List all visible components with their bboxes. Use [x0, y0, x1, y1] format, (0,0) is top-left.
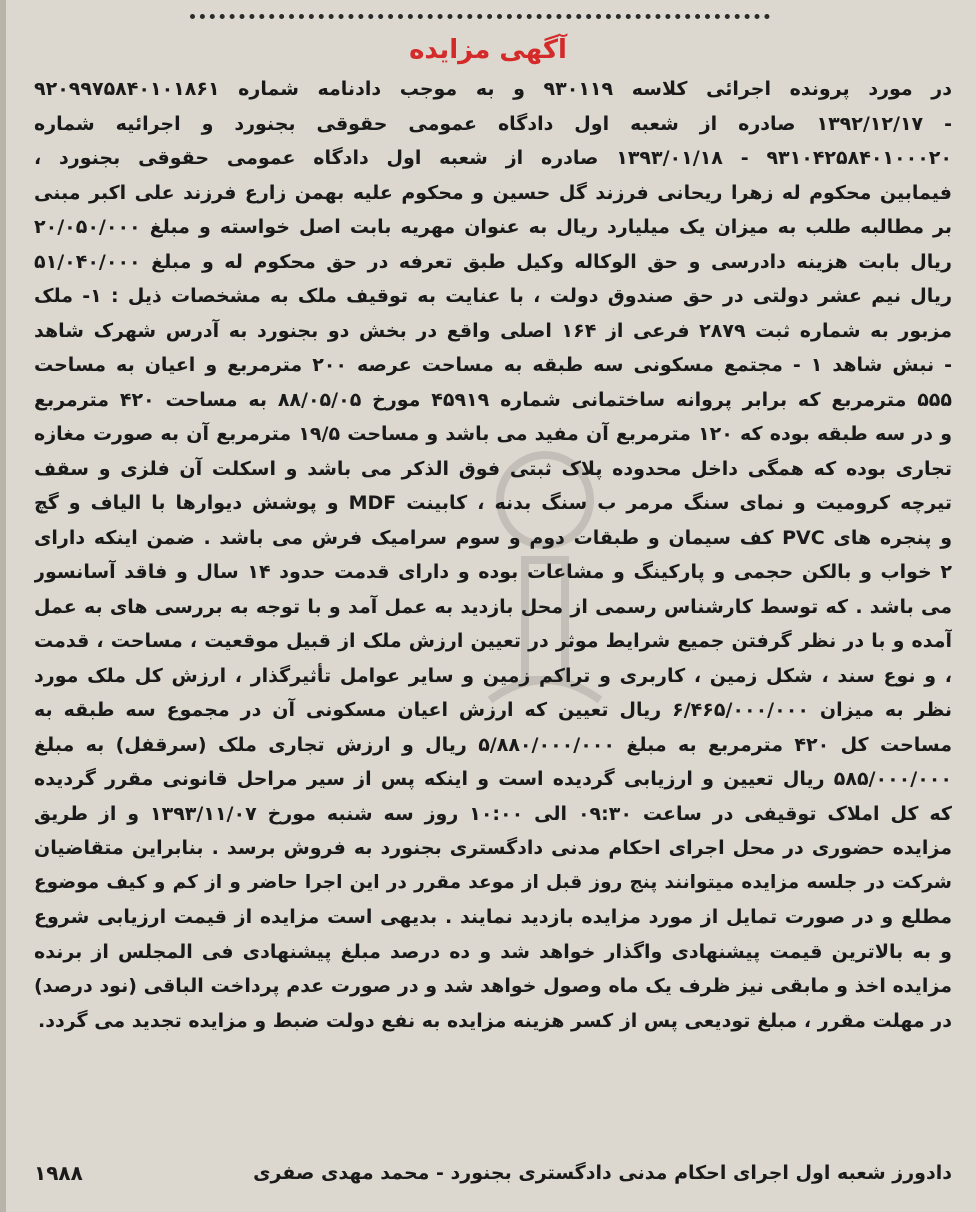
notice-line: ۵۵۵ مترمربع که برابر پروانه ساختمانی شماره ۴۵۹۱۹ مورخ ۸۸/۰۵/۰۵ به مساحت ۴۲۰ مترمربع: [34, 388, 952, 411]
notice-body: [34, 72, 952, 1038]
notice-line: مزایده اخذ و مابقی نیز ظرف یک ماه وصول خواهد شد و در صورت عدم پرداخت الباقی (نود درصد): [34, 975, 952, 997]
notice-line: فیمابین محکوم له زهرا ریحانی فرزند گل حسین و محکوم علیه بهمن زارع فرزند علی اکبر مبنی: [34, 181, 952, 204]
notice-line: و به بالاترین قیمت پیشنهادی واگذار خواهد شد و ده درصد مبلغ پیشنهادی فی المجلس از برنده: [34, 940, 952, 963]
notice-line: می باشد . که توسط کارشناس رسمی از محل بازدید به عمل آمد و با توجه به بررسی های به عمل: [34, 595, 952, 618]
notice-line: - نبش شاهد ۱ - مجتمع مسکونی سه طبقه به مساحت عرصه ۲۰۰ مترمربع و اعیان به مساحت: [34, 354, 952, 376]
notice-line: ۵۸۵/۰۰۰/۰۰۰ ریال تعیین و ارزیابی گردیده است و اینکه پس از سیر مراحل قانونی مقرر گردیده: [34, 768, 952, 790]
signature-line: دادورز شعبه اول اجرای احکام مدنی دادگستری بجنورد - محمد مهدی صفری: [253, 1162, 952, 1184]
notice-line: مطلع و در صورت تمایل از مورد مزایده بازدید نمایند . بدیهی است مزایده از قیمت ارزیابی شروع: [34, 906, 952, 928]
page-edge: [0, 0, 6, 1212]
notice-line: نظر به میزان ۶/۴۶۵/۰۰۰/۰۰۰ ریال تعیین که ارزش اعیان مسکونی آن در مجموع سه طبقه به: [34, 699, 952, 721]
notice-footer: [34, 1156, 952, 1190]
notice-line: مزبور به شماره ثبت ۲۸۷۹ فرعی از ۱۶۴ اصلی واقع در بخش دو بجنورد به آدرس شهرک شاهد: [34, 319, 952, 342]
notice-line: و در سه طبقه بوده که ۱۲۰ مترمربع آن مفید می باشد و مساحت ۱۹/۵ مترمربع آن به صورت مغازه: [34, 423, 952, 445]
notice-line: ۹۳۱۰۴۲۵۸۴۰۱۰۰۰۲۰ - ۱۳۹۳/۰۱/۱۸ صادره از شعبه اول دادگاه عمومی حقوقی بجنورد ،: [34, 147, 952, 169]
notice-line: در مورد پرونده اجرائی کلاسه ۹۳۰۱۱۹ و به موجب دادنامه شماره ۹۲۰۹۹۷۵۸۴۰۱۰۱۸۶۱: [34, 78, 952, 100]
notice-line: آمده و با در نظر گرفتن جمیع شرایط موثر در تعیین ارزش ملک از قبیل موقعیت ، مساحت ، قدمت: [34, 630, 952, 652]
notice-line: ریال نیم عشر دولتی در حق صندوق دولت ، با عنایت به توقیف ملک به مشخصات ذیل : ۱- ملک: [34, 285, 952, 307]
notice-line: بر مطالبه طلب به میزان یک میلیارد ریال به عنوان مهریه بابت اصل خواسته و مبلغ ۲۰/۰۵۰/۰۰۰: [34, 216, 952, 238]
notice-line: شرکت در جلسه مزایده میتوانند پنج روز قبل از موعد مقرر در این اجرا حاضر و از کم و کیف موضوع: [34, 871, 952, 893]
notice-line: تجاری بوده که همگی داخل محدوده پلاک ثبتی فوق الذکر می باشد و اسکلت آن فلزی و سقف: [34, 457, 952, 480]
notice-line: مزایده حضوری در محل اجرای احکام مدنی دادگستری بجنورد به فروش برسد . بنابراین متقاضیان: [34, 837, 952, 859]
notice-title: آگهی مزایده: [409, 35, 567, 65]
notice-line: و پنجره های PVC کف سیمان و طبقات دوم و سوم سرامیک فرش می باشد . ضمن اینکه دارای: [34, 526, 952, 549]
notice-line: ریال بابت هزینه دادرسی و حق الوکاله وکیل طبق تعرفه در حق محکوم له و مبلغ ۵۱/۰۴۰/۰۰۰: [34, 250, 952, 273]
notice-line: ، و نوع سند ، شکل زمین ، کاربری و تراکم زمین و سایر عوامل تأثیرگذار ، ارزش کل ملک مورد: [34, 664, 952, 687]
notice-line: ۲ خواب و بالکن حجمی و پارکینگ و مشاعات بوده و دارای قدمت حدود ۱۴ سال و فاقد آسانسور: [34, 561, 952, 583]
notice-line: تیرچه کرومیت و نمای سنگ مرمر ب سنگ بدنه ، کابینت MDF و پوشش دیوارها با الیاف و گچ: [34, 492, 952, 514]
notice-line: - ۱۳۹۲/۱۲/۱۷ صادره از شعبه اول دادگاه عمومی حقوقی بجنورد و اجرائیه شماره: [34, 112, 952, 135]
dotted-divider: [190, 14, 770, 19]
notice-line: که کل املاک توقیفی در ساعت ۰۹:۳۰ الی ۱۰:۰۰ روز سه شنبه مورخ ۱۳۹۳/۱۱/۰۷ و از طریق: [34, 802, 952, 825]
ad-code: ۱۹۸۸: [34, 1161, 83, 1185]
notice-line: در مهلت مقرر ، مبلغ تودیعی پس از کسر هزینه مزایده به نفع دولت ضبط و مزایده تجدید می گردد.: [38, 1009, 952, 1032]
notice-line: مساحت کل ۴۲۰ مترمربع به مبلغ ۵/۸۸۰/۰۰۰/۰۰۰ ریال و ارزش تجاری ملک (سرقفل) به مبلغ: [34, 733, 952, 756]
